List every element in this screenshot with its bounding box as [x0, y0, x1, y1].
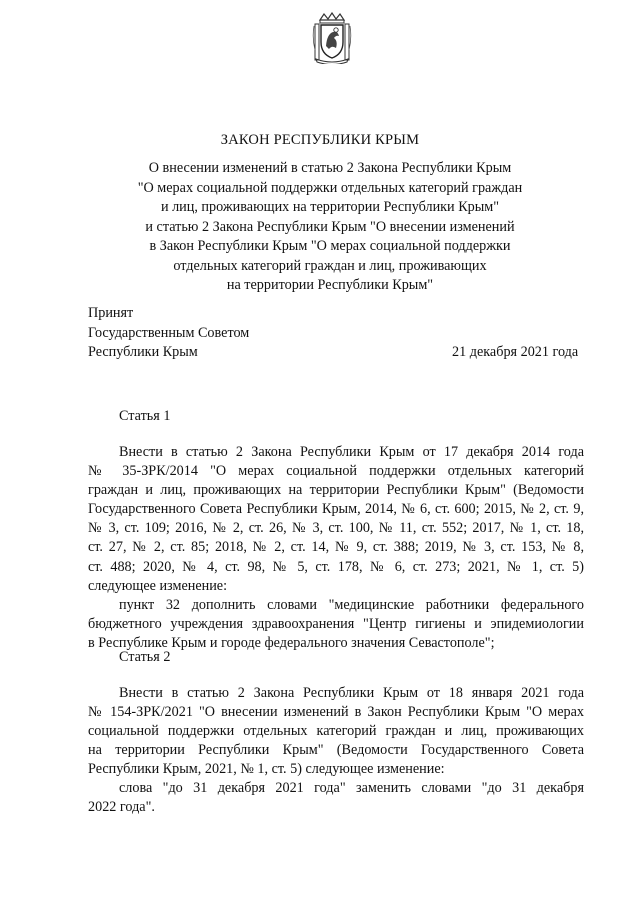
paragraph-line: в Республике Крым и городе федерального значения Севастополе"; — [88, 635, 495, 652]
subtitle-line: и лиц, проживающих на территории Республики Крым" — [160, 199, 500, 215]
paragraph-line: ст. 488; 2020, № 4, ст. 98, № 5, ст. 178, № 6, ст. 273; 2021, № 1, ст. 5) — [88, 558, 584, 575]
paragraph-line: пункт 32 дополнить словами "медицинские работники федерального — [119, 597, 584, 613]
subtitle-line: в Закон Республики Крым "О мерах социальной поддержки — [149, 238, 511, 254]
paragraph-line: 2022 года". — [88, 799, 155, 816]
article-2-paragraph-1 — [88, 684, 584, 779]
paragraph-line: на территории Республики Крым" (Ведомости Государственного Совета — [88, 742, 584, 759]
paragraph-line: граждан и лиц, проживающих на территории Республики Крым" (Ведомости — [88, 482, 584, 499]
paragraph-line: Республики Крым, 2021, № 1, ст. 5) следующее изменение: — [88, 761, 445, 778]
law-title: ЗАКОН РЕСПУБЛИКИ КРЫМ — [220, 132, 420, 148]
subtitle-line: и статью 2 Закона Республики Крым "О внесении изменений — [145, 218, 515, 235]
paragraph-line: слова "до 31 декабря 2021 года" заменить словами "до 31 декабря — [119, 780, 584, 796]
subtitle-line: на территории Республики Крым" — [226, 277, 434, 293]
article-1-paragraph-1 — [88, 443, 584, 596]
paragraph-line: № 35-ЗРК/2014 "О мерах социальной поддержки отдельных категорий — [88, 463, 584, 480]
adopted-line: Государственным Советом — [88, 324, 250, 341]
paragraph-line: № 3, ст. 109; 2016, № 2, ст. 26, № 3, ст. 100, № 11, ст. 552; 2017, № 1, ст. 18, — [88, 520, 584, 537]
coat-of-arms-emblem — [312, 12, 352, 64]
article-2-paragraph-2 — [88, 779, 584, 817]
adopted-line: Республики Крым — [88, 344, 198, 360]
subtitle-line: отдельных категорий граждан и лиц, проживающих — [173, 257, 487, 274]
paragraph-line: следующее изменение: — [88, 577, 228, 594]
article-1-paragraph-2 — [88, 596, 584, 653]
coat-of-arms-icon — [312, 12, 352, 64]
paragraph-line: ст. 27, № 2, ст. 85; 2018, № 2, ст. 14, № 9, ст. 388; 2019, № 3, ст. 153, № 8, — [88, 539, 584, 556]
paragraph-line: Внести в статью 2 Закона Республики Крым от 18 января 2021 года — [119, 685, 584, 701]
paragraph-line: социальной поддержки отдельных категорий граждан и лиц, проживающих — [88, 723, 584, 740]
article-1-heading: Статья 1 — [119, 408, 171, 424]
adopted-block — [88, 304, 249, 363]
adoption-date: 21 декабря 2021 года — [452, 344, 579, 360]
paragraph-line: Государственного Совета Республики Крым, 2014, № 6, ст. 600; 2015, № 2, ст. 9, — [88, 501, 584, 518]
subtitle-line: О внесении изменений в статью 2 Закона Республики Крым — [148, 160, 512, 176]
paragraph-line: Внести в статью 2 Закона Республики Крым от 17 декабря 2014 года — [119, 444, 584, 460]
subtitle-line: "О мерах социальной поддержки отдельных категорий граждан — [137, 179, 523, 196]
paragraph-line: бюджетного учреждения здравоохранения "Центр гигиены и эпидемиологии — [88, 616, 584, 633]
adopted-line: Принят — [88, 305, 134, 321]
paragraph-line: № 154-ЗРК/2021 "О внесении изменений в Закон Республики Крым "О мерах — [88, 704, 584, 721]
article-2-heading: Статья 2 — [119, 649, 171, 665]
law-subtitle — [110, 159, 550, 296]
